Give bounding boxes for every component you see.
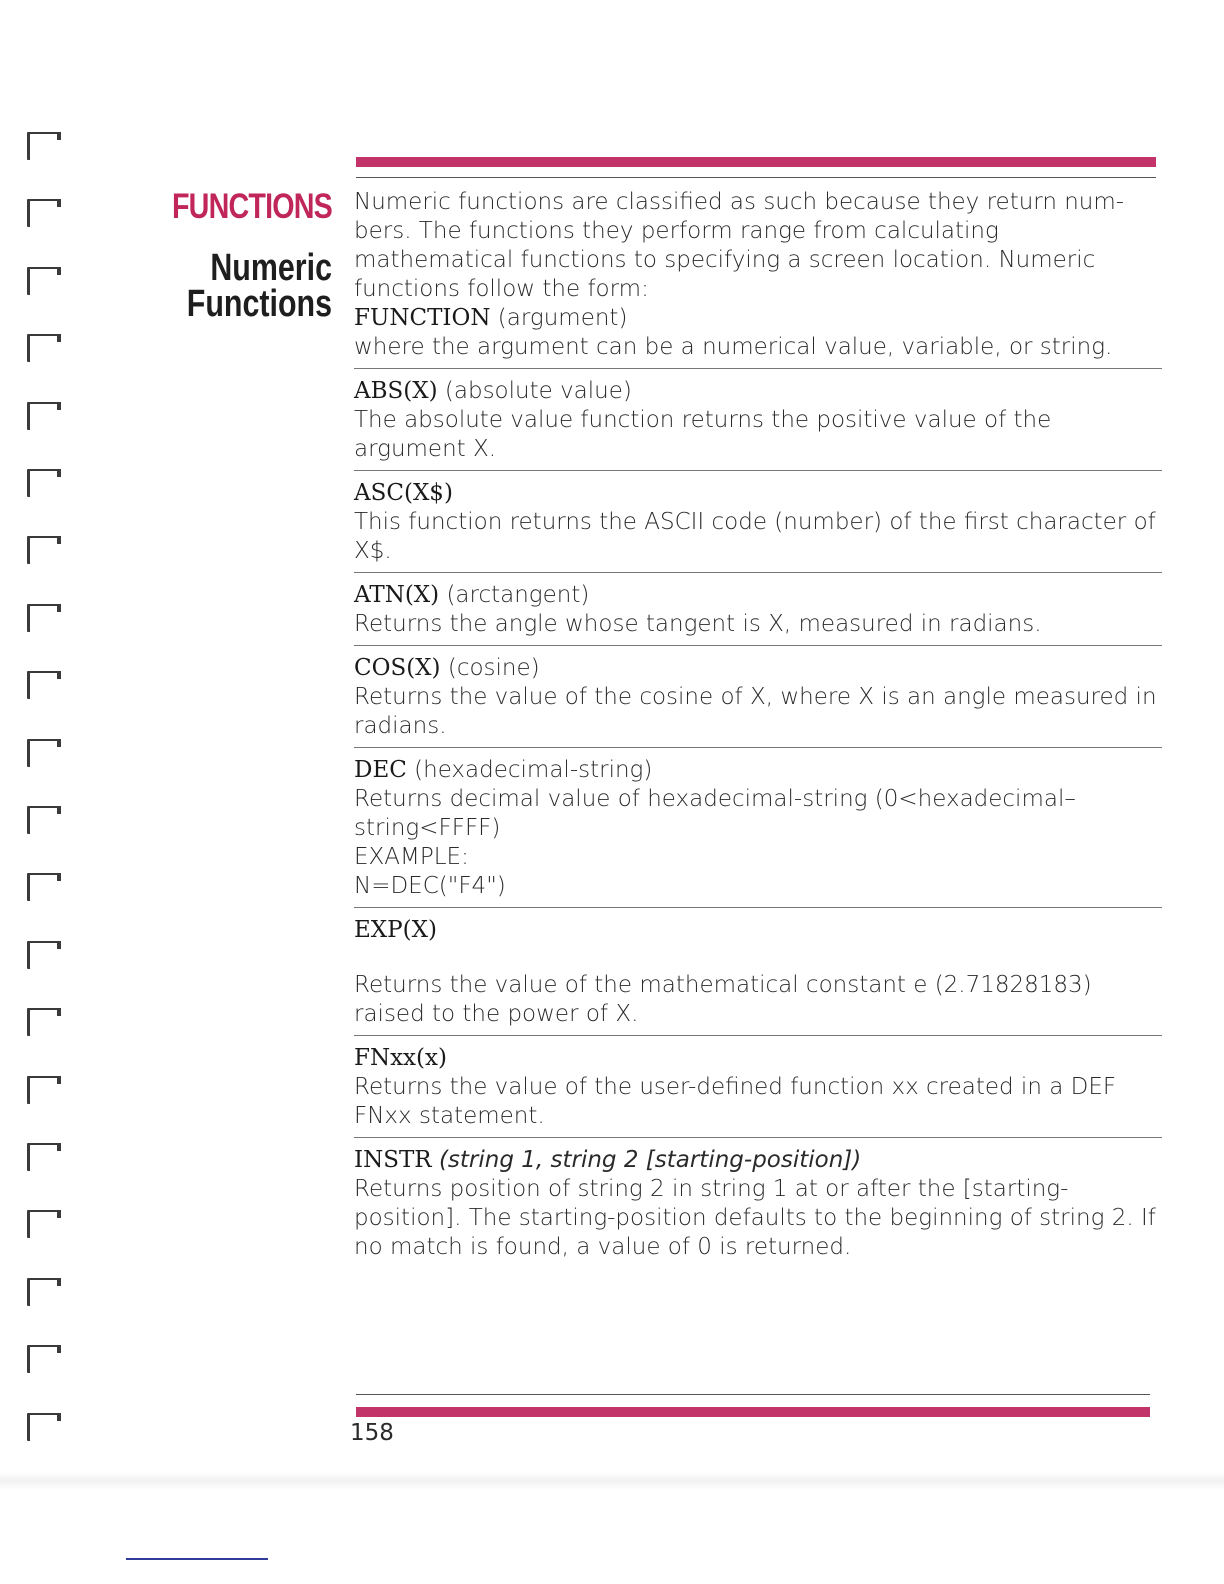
binding-ring — [27, 334, 59, 362]
subheading-line-2: Functions — [186, 283, 332, 325]
form-argument: (argument) — [497, 305, 628, 331]
entry-keyword: FNxx(x) — [354, 1045, 447, 1071]
section-title: FUNCTIONS — [171, 187, 332, 226]
entry-keyword: INSTR — [354, 1147, 432, 1173]
entry-asc — [354, 479, 1162, 573]
entry-keyword: DEC — [354, 757, 407, 783]
page-number: 158 — [350, 1420, 394, 1446]
example-code: N=DEC("F4") — [354, 873, 506, 899]
binding-ring — [27, 1345, 59, 1373]
entry-keyword: ABS(X) — [354, 378, 438, 404]
entry-description: Returns the value of the mathematical constant e (2.71828183) raised to the power of X. — [354, 972, 1092, 1027]
entry-argument: (absolute value) — [444, 378, 632, 404]
scan-shadow — [0, 1472, 1224, 1490]
entry-keyword: EXP(X) — [354, 917, 437, 943]
entry-description: Returns position of string 2 in string 1 at or after the [starting-position]. The starting-position defaults to the beginning of string 2. If no match is found, a value of 0 is returned. — [354, 1176, 1156, 1260]
footer-line — [126, 1558, 268, 1560]
binding-ring — [27, 671, 59, 699]
entry-dec — [354, 756, 1162, 908]
binding-ring — [27, 1076, 59, 1104]
form-keyword: FUNCTION — [354, 305, 491, 331]
binding-ring — [27, 1210, 59, 1238]
entry-keyword: ATN(X) — [354, 582, 440, 608]
binding-ring — [27, 941, 59, 969]
entry-keyword: ASC(X$) — [354, 480, 453, 506]
entry-description: Returns decimal value of hexadecimal-string (0<hexadecimal–string<FFFF) — [354, 786, 1076, 841]
entry-description: Returns the value of the user-defined function xx created in a DEF FNxx statement. — [354, 1074, 1117, 1129]
binding-ring — [27, 604, 59, 632]
bottom-thin-rule — [356, 1394, 1150, 1395]
spiral-binding — [0, 0, 80, 1584]
binding-ring — [27, 536, 59, 564]
binding-ring — [27, 199, 59, 227]
entry-description: This function returns the ASCII code (number) of the first character of X$. — [354, 509, 1156, 564]
binding-ring — [27, 1278, 59, 1306]
main-content — [354, 188, 1162, 1276]
binding-ring — [27, 739, 59, 767]
entry-cos — [354, 654, 1162, 748]
binding-ring — [27, 402, 59, 430]
binding-ring — [27, 132, 59, 160]
intro-paragraph: Numeric functions are classified as such because they return num-bers. The functions they perform range from calculating mathematical functions to specifying a screen location. Numeric functions follow the form: — [354, 189, 1125, 302]
binding-ring — [27, 1413, 59, 1441]
top-thin-rule — [356, 177, 1156, 178]
entry-instr — [354, 1146, 1162, 1268]
binding-ring — [27, 1143, 59, 1171]
subheading-line-1: Numeric — [210, 247, 332, 289]
entry-abs — [354, 377, 1162, 471]
bottom-accent-rule — [356, 1407, 1150, 1417]
entry-argument: (string 1, string 2 [starting-position]) — [438, 1147, 862, 1173]
binding-ring — [27, 1008, 59, 1036]
entry-atn — [354, 581, 1162, 646]
entry-argument: (cosine) — [447, 655, 540, 681]
entry-exp — [354, 916, 1162, 1036]
entry-argument: (arctangent) — [446, 582, 590, 608]
form-entry — [354, 304, 1162, 369]
entry-description: Returns the angle whose tangent is X, measured in radians. — [354, 611, 1042, 637]
top-accent-rule — [356, 157, 1156, 167]
subheading — [140, 247, 332, 325]
binding-ring — [27, 873, 59, 901]
entry-description: The absolute value function returns the positive value of the argument X. — [354, 407, 1052, 462]
example-label: EXAMPLE: — [354, 844, 469, 870]
binding-ring — [27, 267, 59, 295]
entry-description: Returns the value of the cosine of X, where X is an angle measured in radians. — [354, 684, 1157, 739]
form-description: where the argument can be a numerical value, variable, or string. — [354, 334, 1113, 360]
binding-ring — [27, 469, 59, 497]
entry-fn — [354, 1044, 1162, 1138]
entry-argument: (hexadecimal-string) — [414, 757, 653, 783]
binding-ring — [27, 806, 59, 834]
entry-keyword: COS(X) — [354, 655, 441, 681]
